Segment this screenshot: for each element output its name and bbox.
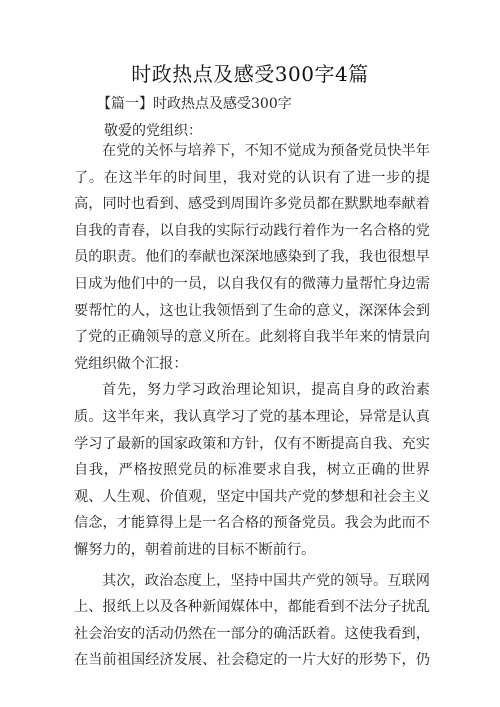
paragraph-1-line-6: 日成为他们中的一员，以自我仅有的微薄力量帮忙身边需 xyxy=(74,275,430,292)
paragraph-3-line-1: 其次，政治态度上，坚持中国共产党的领导。互联网 xyxy=(102,572,430,589)
paragraph-2-line-2: 质。这半年来，我认真学习了党的基本理论，异常是认真 xyxy=(74,408,430,425)
paragraph-3-line-3: 社会治安的活动仍然在一部分的确活跃着。这使我看到， xyxy=(74,625,430,642)
paragraph-2-line-6: 信念，才能算得上是一名合格的预备党员。我会为此而不 xyxy=(74,515,430,532)
paragraph-1-line-1: 在党的关怀与培养下，不知不觉成为预备党员快半年 xyxy=(102,143,430,159)
paragraph-1-line-9: 党组织做个汇报： xyxy=(74,355,188,372)
section-heading: 【篇一】时政热点及感受300字 xyxy=(97,96,292,112)
paragraph-2-line-4: 自我，严格按照党员的标准要求自我，树立正确的世界 xyxy=(74,462,430,479)
paragraph-1-line-7: 要帮忙的人，这也让我领悟到了生命的意义，深深体会到 xyxy=(74,302,430,319)
paragraph-2-line-3: 学习了最新的国家政策和方针，仅有不断提高自我、充实 xyxy=(74,435,430,452)
paragraph-1-line-3: 高，同时也看到、感受到周围许多党员都在默默地奉献着 xyxy=(74,196,430,213)
paragraph-1-line-4: 自我的青春，以自我的实际行动践行着作为一名合格的党 xyxy=(74,222,430,239)
paragraph-3-line-2: 上、报纸上以及各种新闻媒体中，都能看到不法分子扰乱 xyxy=(74,599,430,616)
paragraph-1-line-5: 员的职责。他们的奉献也深深地感染到了我，我也很想早 xyxy=(74,249,430,266)
paragraph-1-line-8: 了党的正确领导的意义所在。此刻将自我半年来的情景向 xyxy=(74,329,430,346)
document-body xyxy=(74,138,430,674)
salutation: 敬爱的党组织： xyxy=(104,123,202,139)
paragraph-3-line-4: 在当前祖国经济发展、社会稳定的一片大好的形势下，仍 xyxy=(74,652,430,669)
document-title: 时政热点及感受300字4篇 xyxy=(131,62,369,86)
paragraph-2-line-5: 观、人生观、价值观，坚定中国共产党的梦想和社会主义 xyxy=(74,488,430,505)
paragraph-1-line-2: 了。在这半年的时间里，我对党的认识有了进一步的提 xyxy=(74,169,430,186)
paragraph-2-line-1: 首先，努力学习政治理论知识，提高自身的政治素 xyxy=(102,382,430,399)
paragraph-2-line-7: 懈努力的，朝着前进的目标不断前行。 xyxy=(74,541,316,558)
